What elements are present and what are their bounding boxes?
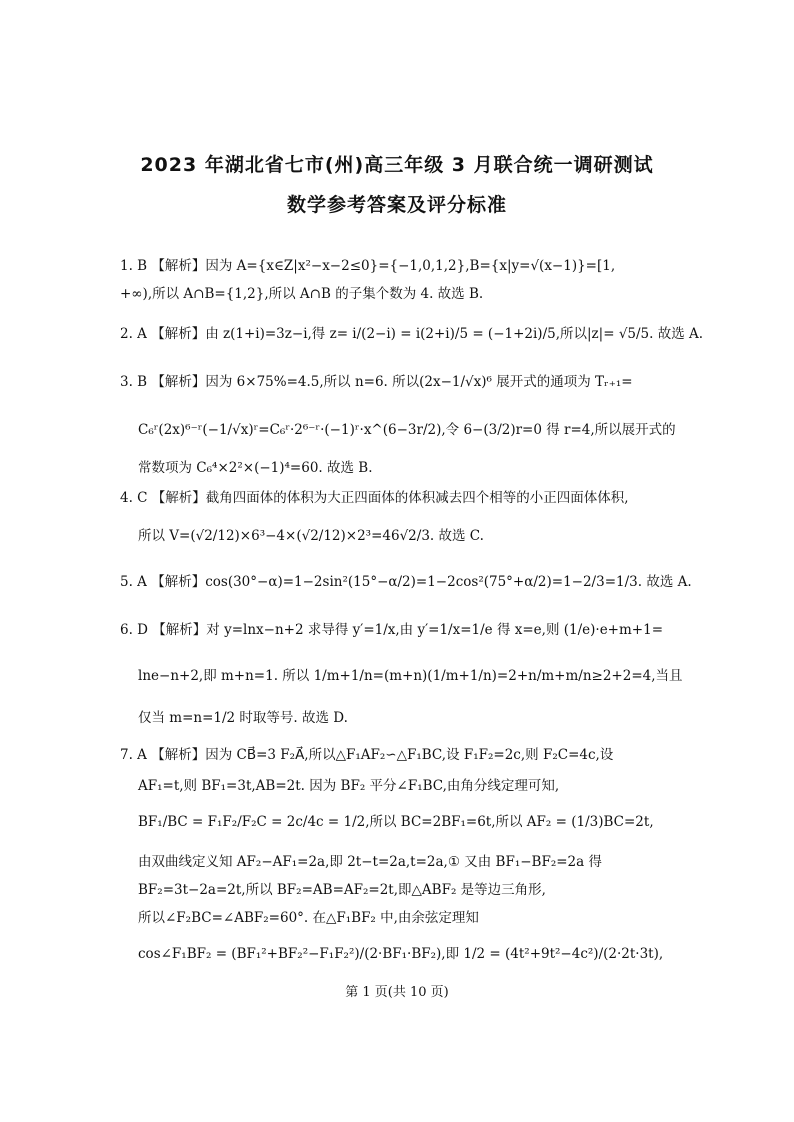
- page-subtitle: 数学参考答案及评分标准: [286, 194, 507, 216]
- answer-1-line-2: +∞),所以 A∩B={1,2},所以 A∩B 的子集个数为 4. 故选 B.: [120, 286, 484, 302]
- answer-3-line-3: 常数项为 C₆⁴×2²×(−1)⁴=60. 故选 B.: [138, 460, 373, 476]
- answer-4-line-2: 所以 V=(√2/12)×6³−4×(√2/12)×2³=46√2/3. 故选 C.: [138, 528, 484, 544]
- answer-6-line-1: 6. D 【解析】对 y=lnx−n+2 求导得 y′=1/x,由 y′=1/x=1/e 得 x=e,则 (1/e)·e+m+1=: [120, 622, 664, 638]
- answer-7-line-3: BF₁/BC = F₁F₂/F₂C = 2c/4c = 1/2,所以 BC=2BF₁=6t,所以 AF₂ = (1/3)BC=2t,: [138, 814, 654, 830]
- answer-7-line-6: 所以∠F₂BC=∠ABF₂=60°. 在△F₁BF₂ 中,由余弦定理知: [138, 910, 479, 926]
- answer-6-line-2: lne−n+2,即 m+n=1. 所以 1/m+1/n=(m+n)(1/m+1/n)=2+n/m+m/n≥2+2=4,当且: [138, 668, 683, 684]
- answer-7-line-7: cos∠F₁BF₂ = (BF₁²+BF₂²−F₁F₂²)/(2·BF₁·BF₂),即 1/2 = (4t²+9t²−4c²)/(2·2t·3t),: [138, 946, 664, 962]
- answer-1-line-1: 1. B 【解析】因为 A={x∈Z|x²−x−2≤0}={−1,0,1,2},B={x|y=√(x−1)}=[1,: [120, 258, 616, 274]
- page-footer: 第 1 页(共 10 页): [345, 985, 449, 1000]
- answer-7-line-4: 由双曲线定义知 AF₂−AF₁=2a,即 2t−t=2a,t=2a,① 又由 BF₁−BF₂=2a 得: [138, 854, 602, 870]
- page-title: 2023 年湖北省七市(州)高三年级 3 月联合统一调研测试: [140, 154, 654, 176]
- answer-4-line-1: 4. C 【解析】截角四面体的体积为大正四面体的体积减去四个相等的小正四面体体积,: [120, 490, 629, 506]
- answer-5-line-1: 5. A 【解析】cos(30°−α)=1−2sin²(15°−α/2)=1−2cos²(75°+α/2)=1−2/3=1/3. 故选 A.: [120, 574, 692, 590]
- answer-7-line-2: AF₁=t,则 BF₁=3t,AB=2t. 因为 BF₂ 平分∠F₁BC,由角分线定理可知,: [138, 778, 560, 794]
- answer-6-line-3: 仅当 m=n=1/2 时取等号. 故选 D.: [138, 710, 348, 726]
- answer-3-line-1: 3. B 【解析】因为 6×75%=4.5,所以 n=6. 所以(2x−1/√x)⁶ 展开式的通项为 Tᵣ₊₁=: [120, 374, 633, 390]
- answer-2-line-1: 2. A 【解析】由 z(1+i)=3z−i,得 z= i/(2−i) = i(2+i)/5 = (−1+2i)/5,所以|z|= √5/5. 故选 A.: [120, 326, 704, 342]
- answer-7-line-5: BF₂=3t−2a=2t,所以 BF₂=AB=AF₂=2t,即△ABF₂ 是等边三角形,: [138, 882, 546, 898]
- answer-3-line-2: C₆ʳ(2x)⁶⁻ʳ(−1/√x)ʳ=C₆ʳ·2⁶⁻ʳ·(−1)ʳ·x^(6−3r/2),令 6−(3/2)r=0 得 r=4,所以展开式的: [138, 422, 676, 438]
- answer-7-line-1: 7. A 【解析】因为 CB⃗=3 F₂A⃗,所以△F₁AF₂∽△F₁BC,设 F₁F₂=2c,则 F₂C=4c,设: [120, 747, 614, 763]
